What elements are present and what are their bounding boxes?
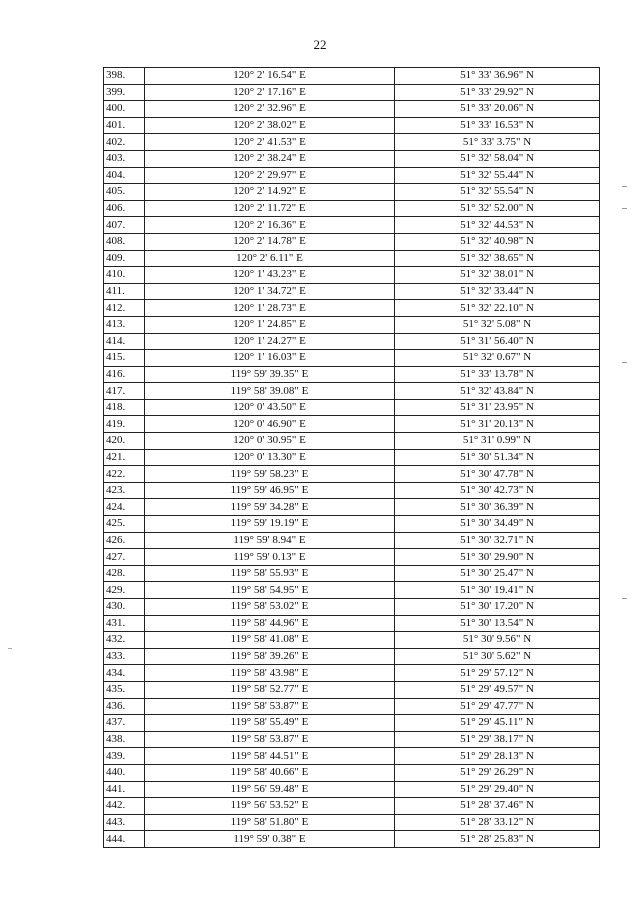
table-row [104, 184, 600, 201]
table-row [104, 433, 600, 450]
point-number-cell: 412. [104, 300, 145, 317]
latitude-cell: 51° 32' 58.04" N [395, 150, 600, 167]
table-row [104, 632, 600, 649]
latitude-cell: 51° 29' 28.13" N [395, 748, 600, 765]
latitude-cell: 51° 32' 55.54" N [395, 184, 600, 201]
longitude-cell: 120° 0' 13.30" E [145, 449, 395, 466]
table-row [104, 117, 600, 134]
table-row [104, 764, 600, 781]
longitude-cell: 119° 58' 55.93" E [145, 565, 395, 582]
longitude-cell: 119° 59' 46.95" E [145, 482, 395, 499]
point-number-cell: 437. [104, 715, 145, 732]
point-number-cell: 410. [104, 267, 145, 284]
table-row [104, 233, 600, 250]
table-row [104, 366, 600, 383]
point-number-cell: 401. [104, 117, 145, 134]
latitude-cell: 51° 33' 13.78" N [395, 366, 600, 383]
scan-mark [8, 648, 12, 649]
table-row [104, 516, 600, 533]
point-number-cell: 404. [104, 167, 145, 184]
longitude-cell: 120° 2' 41.53" E [145, 134, 395, 151]
longitude-cell: 119° 58' 40.66" E [145, 764, 395, 781]
latitude-cell: 51° 32' 44.53" N [395, 217, 600, 234]
table-row [104, 565, 600, 582]
latitude-cell: 51° 30' 42.73" N [395, 482, 600, 499]
longitude-cell: 119° 58' 51.80" E [145, 814, 395, 831]
latitude-cell: 51° 32' 38.65" N [395, 250, 600, 267]
table-row [104, 150, 600, 167]
table-row [104, 449, 600, 466]
point-number-cell: 418. [104, 399, 145, 416]
latitude-cell: 51° 33' 29.92" N [395, 84, 600, 101]
point-number-cell: 398. [104, 68, 145, 85]
table-row [104, 267, 600, 284]
table-row [104, 599, 600, 616]
latitude-cell: 51° 29' 45.11" N [395, 715, 600, 732]
longitude-cell: 120° 2' 11.72" E [145, 200, 395, 217]
point-number-cell: 442. [104, 798, 145, 815]
longitude-cell: 120° 2' 38.02" E [145, 117, 395, 134]
latitude-cell: 51° 30' 47.78" N [395, 466, 600, 483]
longitude-cell: 119° 59' 34.28" E [145, 499, 395, 516]
longitude-cell: 120° 1' 43.23" E [145, 267, 395, 284]
table-row [104, 399, 600, 416]
longitude-cell: 119° 58' 44.51" E [145, 748, 395, 765]
longitude-cell: 119° 58' 53.87" E [145, 731, 395, 748]
longitude-cell: 120° 2' 14.78" E [145, 233, 395, 250]
table-row [104, 217, 600, 234]
longitude-cell: 120° 1' 28.73" E [145, 300, 395, 317]
latitude-cell: 51° 30' 9.56" N [395, 632, 600, 649]
point-number-cell: 421. [104, 449, 145, 466]
table-row [104, 134, 600, 151]
point-number-cell: 428. [104, 565, 145, 582]
longitude-cell: 119° 58' 39.26" E [145, 648, 395, 665]
point-number-cell: 406. [104, 200, 145, 217]
point-number-cell: 419. [104, 416, 145, 433]
latitude-cell: 51° 31' 0.99" N [395, 433, 600, 450]
latitude-cell: 51° 33' 3.75" N [395, 134, 600, 151]
table-row [104, 84, 600, 101]
latitude-cell: 51° 29' 38.17" N [395, 731, 600, 748]
latitude-cell: 51° 28' 25.83" N [395, 831, 600, 848]
point-number-cell: 408. [104, 233, 145, 250]
point-number-cell: 405. [104, 184, 145, 201]
longitude-cell: 120° 0' 30.95" E [145, 433, 395, 450]
latitude-cell: 51° 29' 57.12" N [395, 665, 600, 682]
latitude-cell: 51° 31' 20.13" N [395, 416, 600, 433]
point-number-cell: 444. [104, 831, 145, 848]
longitude-cell: 120° 2' 32.96" E [145, 101, 395, 118]
table-row [104, 798, 600, 815]
latitude-cell: 51° 30' 5.62" N [395, 648, 600, 665]
longitude-cell: 119° 58' 43.98" E [145, 665, 395, 682]
longitude-cell: 120° 2' 38.24" E [145, 150, 395, 167]
point-number-cell: 436. [104, 698, 145, 715]
latitude-cell: 51° 33' 20.06" N [395, 101, 600, 118]
point-number-cell: 400. [104, 101, 145, 118]
longitude-cell: 119° 59' 19.19" E [145, 516, 395, 533]
point-number-cell: 434. [104, 665, 145, 682]
scan-mark [622, 208, 627, 209]
table-row [104, 68, 600, 85]
scan-mark [622, 362, 627, 363]
longitude-cell: 120° 1' 24.27" E [145, 333, 395, 350]
latitude-cell: 51° 32' 22.10" N [395, 300, 600, 317]
point-number-cell: 402. [104, 134, 145, 151]
latitude-cell: 51° 28' 37.46" N [395, 798, 600, 815]
point-number-cell: 427. [104, 549, 145, 566]
table-row [104, 499, 600, 516]
latitude-cell: 51° 32' 5.08" N [395, 316, 600, 333]
table-row [104, 615, 600, 632]
latitude-cell: 51° 30' 17.20" N [395, 599, 600, 616]
point-number-cell: 423. [104, 482, 145, 499]
latitude-cell: 51° 32' 55.44" N [395, 167, 600, 184]
table-row [104, 283, 600, 300]
point-number-cell: 425. [104, 516, 145, 533]
scan-mark [622, 186, 627, 187]
table-row [104, 383, 600, 400]
table-row [104, 648, 600, 665]
latitude-cell: 51° 30' 34.49" N [395, 516, 600, 533]
table-row [104, 416, 600, 433]
longitude-cell: 120° 1' 16.03" E [145, 350, 395, 367]
table-row [104, 549, 600, 566]
latitude-cell: 51° 32' 52.00" N [395, 200, 600, 217]
latitude-cell: 51° 28' 33.12" N [395, 814, 600, 831]
latitude-cell: 51° 30' 19.41" N [395, 582, 600, 599]
table-row [104, 731, 600, 748]
table-row [104, 748, 600, 765]
longitude-cell: 119° 59' 39.35" E [145, 366, 395, 383]
latitude-cell: 51° 29' 49.57" N [395, 681, 600, 698]
point-number-cell: 441. [104, 781, 145, 798]
longitude-cell: 120° 0' 43.50" E [145, 399, 395, 416]
page-number: 22 [313, 37, 327, 52]
table-row [104, 665, 600, 682]
coordinates-table-body [104, 68, 600, 848]
point-number-cell: 438. [104, 731, 145, 748]
latitude-cell: 51° 33' 36.96" N [395, 68, 600, 85]
latitude-cell: 51° 30' 25.47" N [395, 565, 600, 582]
point-number-cell: 422. [104, 466, 145, 483]
table-row [104, 831, 600, 848]
longitude-cell: 119° 58' 52.77" E [145, 681, 395, 698]
point-number-cell: 399. [104, 84, 145, 101]
longitude-cell: 120° 2' 14.92" E [145, 184, 395, 201]
latitude-cell: 51° 32' 40.98" N [395, 233, 600, 250]
point-number-cell: 413. [104, 316, 145, 333]
point-number-cell: 432. [104, 632, 145, 649]
latitude-cell: 51° 31' 23.95" N [395, 399, 600, 416]
longitude-cell: 119° 59' 8.94" E [145, 532, 395, 549]
longitude-cell: 119° 56' 59.48" E [145, 781, 395, 798]
point-number-cell: 440. [104, 764, 145, 781]
table-row [104, 482, 600, 499]
table-row [104, 582, 600, 599]
longitude-cell: 119° 59' 58.23" E [145, 466, 395, 483]
latitude-cell: 51° 32' 43.84" N [395, 383, 600, 400]
latitude-cell: 51° 32' 33.44" N [395, 283, 600, 300]
latitude-cell: 51° 32' 0.67" N [395, 350, 600, 367]
latitude-cell: 51° 30' 32.71" N [395, 532, 600, 549]
longitude-cell: 120° 2' 17.16" E [145, 84, 395, 101]
longitude-cell: 120° 0' 46.90" E [145, 416, 395, 433]
longitude-cell: 120° 2' 29.97" E [145, 167, 395, 184]
latitude-cell: 51° 30' 36.39" N [395, 499, 600, 516]
longitude-cell: 119° 59' 0.38" E [145, 831, 395, 848]
latitude-cell: 51° 29' 26.29" N [395, 764, 600, 781]
longitude-cell: 119° 58' 39.08" E [145, 383, 395, 400]
point-number-cell: 416. [104, 366, 145, 383]
point-number-cell: 415. [104, 350, 145, 367]
longitude-cell: 120° 2' 6.11" E [145, 250, 395, 267]
longitude-cell: 119° 58' 53.02" E [145, 599, 395, 616]
longitude-cell: 119° 58' 54.95" E [145, 582, 395, 599]
table-row [104, 200, 600, 217]
longitude-cell: 120° 2' 16.36" E [145, 217, 395, 234]
table-row [104, 715, 600, 732]
point-number-cell: 443. [104, 814, 145, 831]
latitude-cell: 51° 30' 29.90" N [395, 549, 600, 566]
latitude-cell: 51° 30' 51.34" N [395, 449, 600, 466]
latitude-cell: 51° 29' 29.40" N [395, 781, 600, 798]
table-row [104, 681, 600, 698]
table-row [104, 333, 600, 350]
table-row [104, 781, 600, 798]
longitude-cell: 119° 56' 53.52" E [145, 798, 395, 815]
point-number-cell: 403. [104, 150, 145, 167]
point-number-cell: 426. [104, 532, 145, 549]
longitude-cell: 119° 58' 44.96" E [145, 615, 395, 632]
longitude-cell: 120° 2' 16.54" E [145, 68, 395, 85]
latitude-cell: 51° 29' 47.77" N [395, 698, 600, 715]
longitude-cell: 119° 58' 41.08" E [145, 632, 395, 649]
longitude-cell: 120° 1' 34.72" E [145, 283, 395, 300]
longitude-cell: 119° 59' 0.13" E [145, 549, 395, 566]
coordinates-table [103, 67, 600, 848]
table-row [104, 466, 600, 483]
point-number-cell: 430. [104, 599, 145, 616]
table-row [104, 167, 600, 184]
point-number-cell: 407. [104, 217, 145, 234]
scan-mark [622, 598, 627, 599]
table-row [104, 101, 600, 118]
longitude-cell: 119° 58' 53.87" E [145, 698, 395, 715]
table-row [104, 250, 600, 267]
point-number-cell: 409. [104, 250, 145, 267]
point-number-cell: 420. [104, 433, 145, 450]
point-number-cell: 411. [104, 283, 145, 300]
point-number-cell: 435. [104, 681, 145, 698]
latitude-cell: 51° 31' 56.40" N [395, 333, 600, 350]
point-number-cell: 431. [104, 615, 145, 632]
table-row [104, 532, 600, 549]
longitude-cell: 120° 1' 24.85" E [145, 316, 395, 333]
latitude-cell: 51° 33' 16.53" N [395, 117, 600, 134]
point-number-cell: 417. [104, 383, 145, 400]
point-number-cell: 429. [104, 582, 145, 599]
table-row [104, 698, 600, 715]
point-number-cell: 433. [104, 648, 145, 665]
table-row [104, 350, 600, 367]
latitude-cell: 51° 32' 38.01" N [395, 267, 600, 284]
latitude-cell: 51° 30' 13.54" N [395, 615, 600, 632]
table-row [104, 814, 600, 831]
longitude-cell: 119° 58' 55.49" E [145, 715, 395, 732]
point-number-cell: 414. [104, 333, 145, 350]
table-row [104, 300, 600, 317]
point-number-cell: 424. [104, 499, 145, 516]
point-number-cell: 439. [104, 748, 145, 765]
table-row [104, 316, 600, 333]
